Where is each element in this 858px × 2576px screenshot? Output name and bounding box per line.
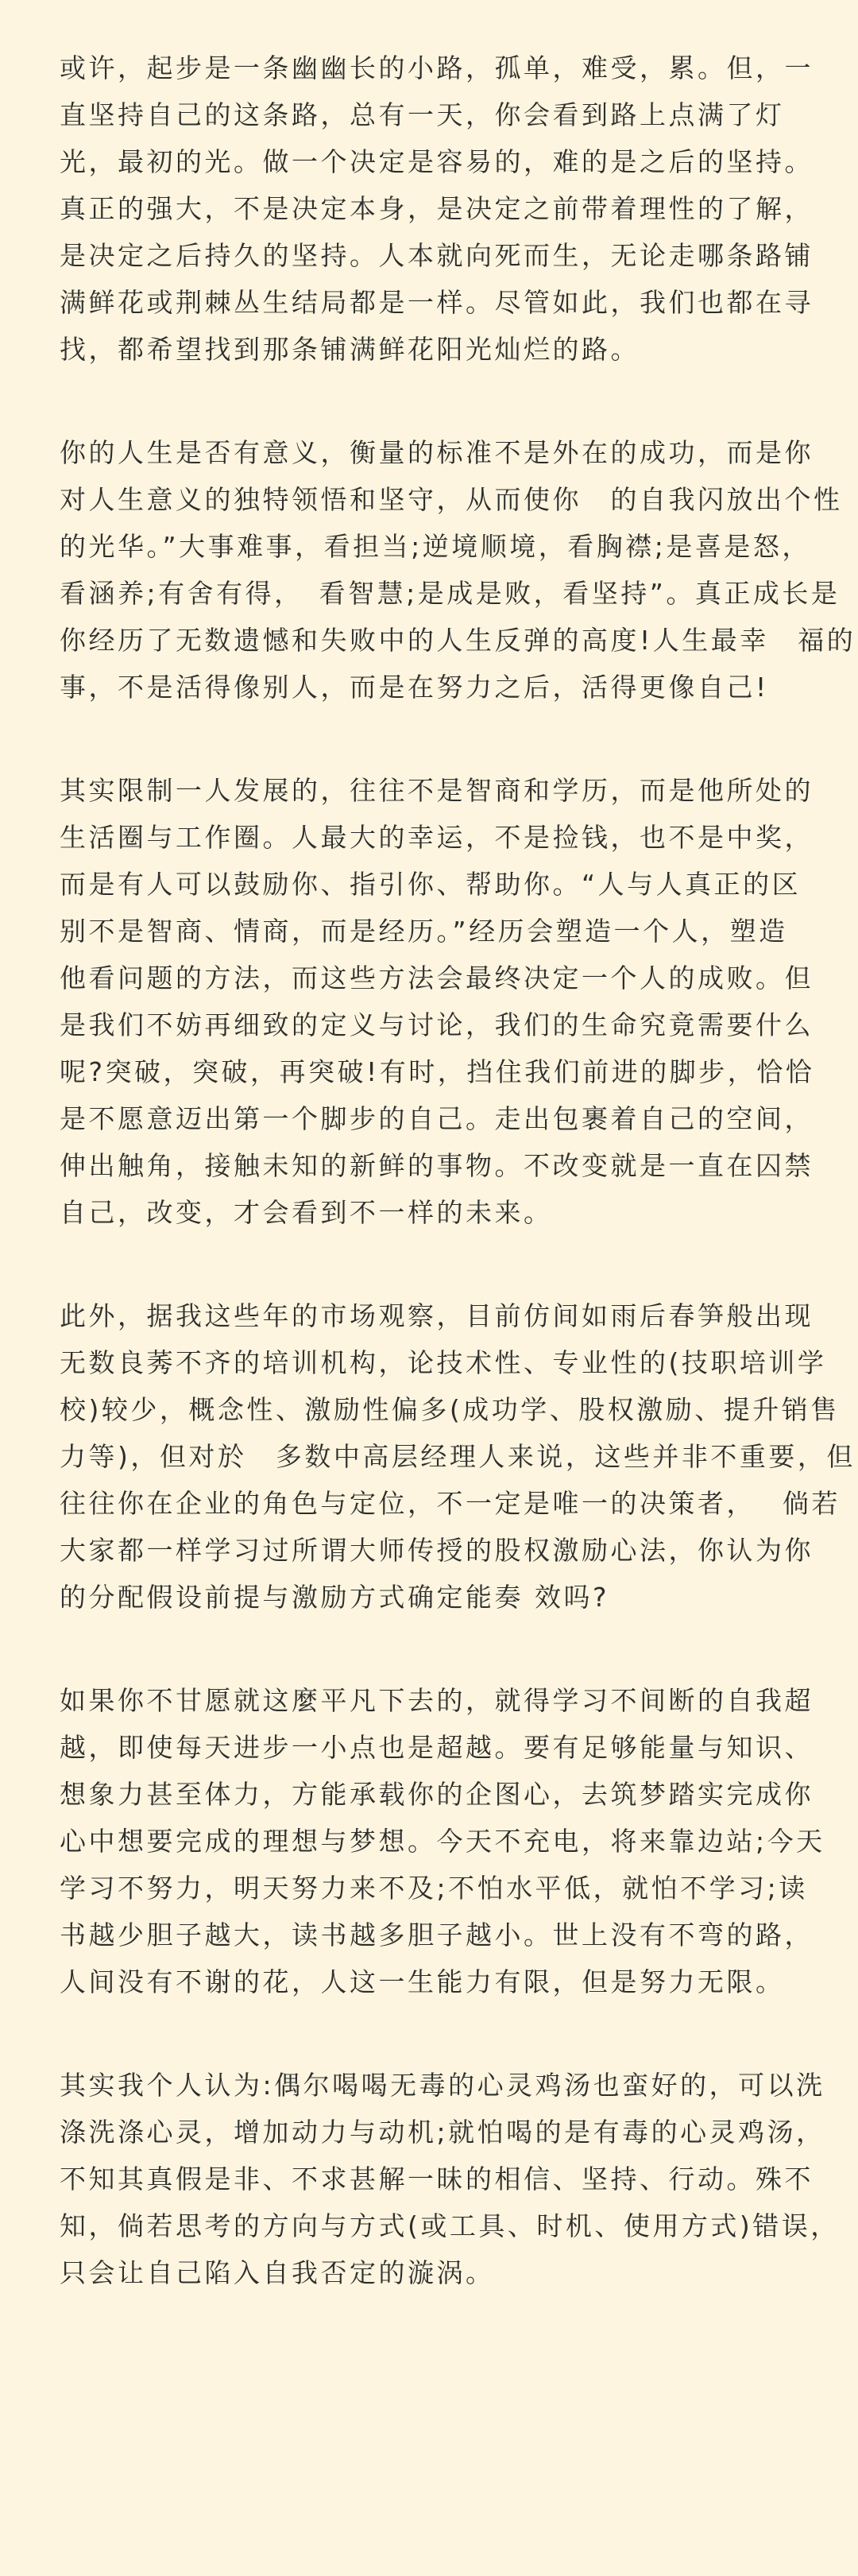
text-line: 是我们不妨再细致的定义与讨论，我们的生命究竟需要什么 [60, 1009, 814, 1040]
text-line: 心中想要完成的理想与梦想。今天不充电，将来靠边站;今天 [60, 1826, 825, 1857]
paragraph-2 [60, 429, 856, 711]
text-line: 其实我个人认为:偶尔喝喝无毒的心灵鸡汤也蛮好的，可以洗 [60, 2070, 825, 2101]
text-line: 往往你在企业的角色与定位，不一定是唯一的决策者， 倘若 [60, 1488, 841, 1519]
text-line: 不知其真假是非、不求甚解一昧的相信、坚持、行动。殊不 [60, 2163, 814, 2194]
text-line: 直坚持自己的这条路，总有一天，你会看到路上点满了灯 [60, 99, 785, 130]
text-line: 而是有人可以鼓励你、指引你、帮助你。“人与人真正的区 [60, 869, 802, 900]
text-line: 你经历了无数遗憾和失败中的人生反弹的高度!人生最幸 福的 [60, 625, 856, 656]
text-line: 生活圈与工作圈。人最大的幸运，不是捡钱，也不是中奖， [60, 822, 814, 853]
text-line: 对人生意义的独特领悟和坚守，从而使你 的自我闪放出个性 [60, 484, 843, 515]
text-line: 满鲜花或荆棘丛生结局都是一样。尽管如此，我们也都在寻 [60, 287, 814, 318]
text-line: 无数良莠不齐的培训机构，论技术性、专业性的(技职培训学 [60, 1347, 827, 1378]
text-line: 他看问题的方法，而这些方法会最终决定一个人的成败。但 [60, 963, 814, 994]
text-line: 此外，据我这些年的市场观察，目前仿间如雨后春笋般出现 [60, 1300, 814, 1331]
text-line: 涤洗涤心灵，增加动力与动机;就怕喝的是有毒的心灵鸡汤， [60, 2117, 825, 2148]
text-line: 你的人生是否有意义，衡量的标准不是外在的成功，而是你 [60, 437, 814, 468]
text-line: 或许，起步是一条幽幽长的小路，孤单，难受，累。但，一 [60, 52, 814, 83]
text-line: 只会让自己陷入自我否定的漩涡。 [60, 2257, 495, 2288]
text-line: 学习不努力，明天努力来不及;不怕水平低，就怕不学习;读 [60, 1873, 808, 1904]
text-line: 其实限制一人发展的，往往不是智商和学历，而是他所处的 [60, 775, 814, 806]
text-line: 找，都希望找到那条铺满鲜花阳光灿烂的路。 [60, 334, 640, 365]
paragraph-5 [60, 1677, 825, 2005]
text-line: 越，即使每天进步一小点也是超越。要有足够能量与知识、 [60, 1732, 814, 1763]
text-line: 呢?突破，突破，再突破!有时，挡住我们前进的脚步，恰恰 [60, 1056, 815, 1087]
text-line: 看涵养;有舍有得， 看智慧;是成是败，看坚持”。真正成长是 [60, 578, 841, 609]
paragraph-6 [60, 2062, 840, 2296]
text-line: 是决定之后持久的坚持。人本就向死而生，无论走哪条路铺 [60, 240, 814, 271]
text-line: 的光华。”大事难事，看担当;逆境顺境，看胸襟;是喜是怒， [60, 531, 811, 562]
text-line: 真正的强大，不是决定本身，是决定之前带着理性的了解， [60, 193, 814, 224]
text-line: 是不愿意迈出第一个脚步的自己。走出包裹着自己的空间， [60, 1103, 814, 1134]
paragraph-1 [60, 45, 814, 373]
text-line: 事，不是活得像别人，而是在努力之后，活得更像自己! [60, 672, 769, 703]
text-line: 自己，改变，才会看到不一样的未来。 [60, 1197, 553, 1228]
text-line: 伸出触角，接触未知的新鲜的事物。不改变就是一直在囚禁 [60, 1150, 814, 1181]
text-line: 如果你不甘愿就这麼平凡下去的，就得学习不间断的自我超 [60, 1685, 814, 1716]
text-line: 光，最初的光。做一个决定是容易的，难的是之后的坚持。 [60, 146, 814, 177]
text-line: 力等)，但对於 多数中高层经理人来说，这些并非不重要，但 [60, 1441, 856, 1472]
text-line: 想象力甚至体力，方能承载你的企图心，去筑梦踏实完成你 [60, 1779, 814, 1810]
text-line: 知，倘若思考的方向与方式(或工具、时机、使用方式)错误， [60, 2210, 840, 2241]
text-line: 人间没有不谢的花，人这一生能力有限，但是努力无限。 [60, 1966, 785, 1997]
text-line: 的分配假设前提与激励方式确定能奏 效吗? [60, 1582, 610, 1613]
text-line: 别不是智商、情商，而是经历。”经历会塑造一个人，塑造 [60, 916, 788, 947]
paragraph-4 [60, 1292, 856, 1621]
text-line: 大家都一样学习过所谓大师传授的股权激励心法，你认为你 [60, 1535, 814, 1566]
text-line: 校)较少，概念性、激励性偏多(成功学、股权激励、提升销售 [60, 1394, 840, 1425]
paragraph-3 [60, 767, 815, 1236]
text-line: 书越少胆子越大，读书越多胆子越小。世上没有不弯的路， [60, 1919, 814, 1950]
